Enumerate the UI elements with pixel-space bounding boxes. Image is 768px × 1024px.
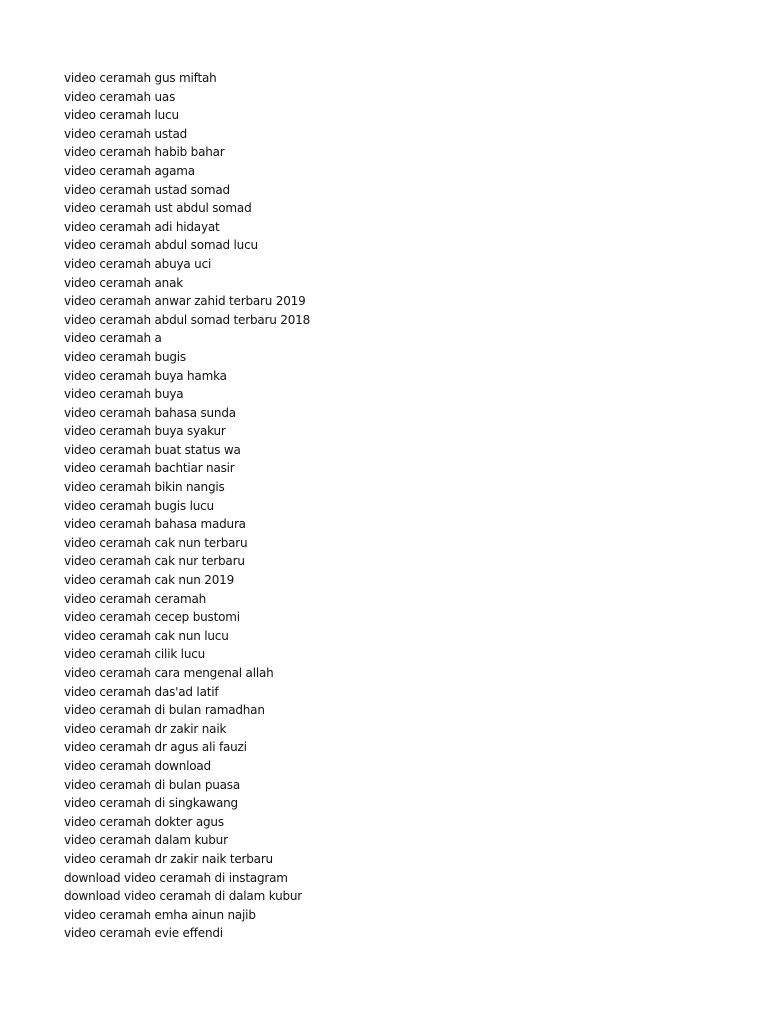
text-line: video ceramah di singkawang (64, 796, 238, 811)
text-line: video ceramah ustad (64, 126, 188, 141)
text-line: video ceramah bikin nangis (64, 480, 225, 495)
text-line: video ceramah di bulan puasa (64, 777, 240, 792)
text-line: video ceramah abuya uci (64, 256, 212, 271)
text-line: video ceramah habib bahar (64, 145, 225, 160)
text-line: video ceramah adi hidayat (64, 219, 220, 234)
text-line: video ceramah buya (64, 387, 184, 402)
text-line: video ceramah buya hamka (64, 368, 227, 383)
text-line: video ceramah ustad somad (64, 182, 230, 197)
text-line: video ceramah download (64, 758, 211, 773)
text-line: video ceramah dr agus ali fauzi (64, 740, 247, 755)
text-line: video ceramah cak nun terbaru (64, 535, 248, 550)
text-line: video ceramah evie effendi (64, 926, 223, 941)
text-line: video ceramah cak nun 2019 (64, 573, 235, 588)
text-line: video ceramah anak (64, 275, 183, 290)
text-line: video ceramah buya syakur (64, 424, 226, 439)
text-line: video ceramah emha ainun najib (64, 907, 256, 922)
text-line: video ceramah gus miftah (64, 71, 217, 85)
text-line: video ceramah ust abdul somad (64, 201, 252, 216)
text-line: video ceramah cecep bustomi (64, 610, 240, 625)
text-line: video ceramah ceramah (64, 591, 207, 606)
text-line: video ceramah a (64, 331, 162, 346)
text-line: video ceramah bahasa sunda (64, 405, 236, 420)
text-line: video ceramah bugis lucu (64, 498, 214, 513)
text-line: video ceramah anwar zahid terbaru 2019 (64, 294, 306, 309)
text-line: video ceramah di bulan ramadhan (64, 703, 265, 718)
text-line: video ceramah cak nun lucu (64, 628, 229, 643)
text-line-list (64, 69, 310, 943)
text-line: video ceramah dokter agus (64, 814, 224, 829)
text-line: video ceramah bachtiar nasir (64, 461, 235, 476)
text-line: video ceramah lucu (64, 108, 179, 123)
text-line: video ceramah dalam kubur (64, 833, 228, 848)
text-line: video ceramah cilik lucu (64, 647, 206, 662)
text-line: video ceramah agama (64, 163, 195, 178)
text-line: video ceramah dr zakir naik (64, 721, 227, 736)
text-line: video ceramah bahasa madura (64, 517, 246, 532)
text-line: video ceramah uas (64, 89, 176, 104)
text-line: video ceramah cak nur terbaru (64, 554, 245, 569)
text-line: download video ceramah di instagram (64, 870, 288, 885)
text-line: video ceramah bugis (64, 349, 186, 364)
text-line: video ceramah dr zakir naik terbaru (64, 851, 273, 866)
text-line: video ceramah abdul somad terbaru 2018 (64, 312, 311, 327)
text-line: video ceramah cara mengenal allah (64, 666, 274, 680)
text-line: download video ceramah di dalam kubur (64, 889, 303, 904)
text-line: video ceramah buat status wa (64, 442, 241, 457)
text-line: video ceramah das'ad latif (64, 684, 219, 699)
text-line: video ceramah abdul somad lucu (64, 238, 258, 253)
